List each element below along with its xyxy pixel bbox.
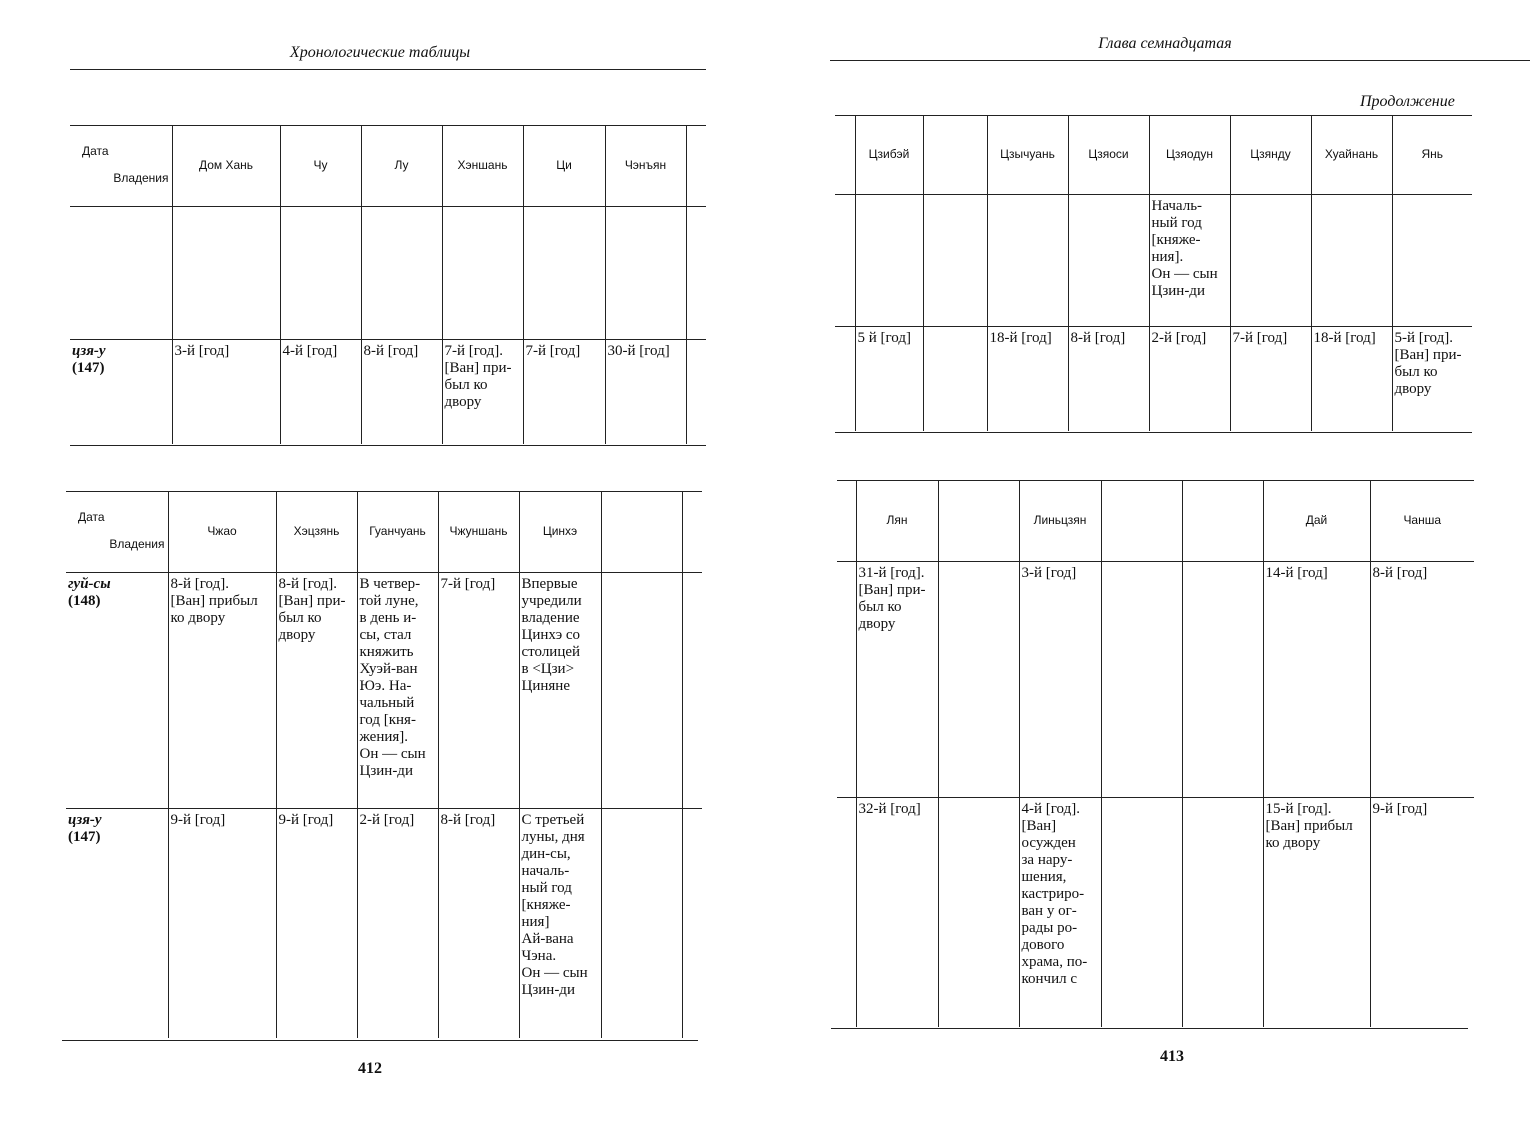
corner-cell <box>66 492 168 572</box>
column-header: Цзяоси <box>1068 116 1149 194</box>
column-header <box>601 492 682 572</box>
table-cell <box>938 561 1019 797</box>
table-cell: Впервые учредили владение Цинхэ со столицей в <Цзи> Циняне <box>519 572 601 808</box>
table-cell <box>855 194 923 326</box>
table-cell <box>923 194 987 326</box>
date-cell: гуй-сы (148) <box>68 575 111 609</box>
column-header: Цинхэ <box>519 492 601 572</box>
table-cell: 9-й [год] <box>1370 797 1474 1027</box>
table-cell: 18-й [год] <box>1311 326 1392 431</box>
left-table-2 <box>66 492 702 1038</box>
column-header: Цзяодун <box>1149 116 1230 194</box>
column-header: Цзянду <box>1230 116 1311 194</box>
table-cell <box>601 808 682 1038</box>
column-header: Хуайнань <box>1311 116 1392 194</box>
table-cell: 2-й [год] <box>357 808 438 1038</box>
right-page <box>765 0 1530 1148</box>
table-cell: 9-й [год] <box>168 808 276 1038</box>
column-header: Гуанчуань <box>357 492 438 572</box>
table-cell <box>172 206 280 339</box>
table-cell <box>361 206 442 339</box>
table-cell <box>938 797 1019 1027</box>
right-table-1 <box>835 116 1472 431</box>
empty-column <box>682 492 702 572</box>
running-header: Глава семнадцатая <box>1098 35 1232 52</box>
column-header: Линьцзян <box>1019 481 1101 561</box>
date-cell: цзя-у (147) <box>66 808 168 1038</box>
table-cell: 30-й [год] <box>605 339 686 444</box>
table-cell <box>442 206 523 339</box>
table-cell: 8-й [год]. [Ван] при- был ко двору <box>276 572 357 808</box>
corner-owner-label: Владения <box>109 536 165 551</box>
column-header: Хэцзянь <box>276 492 357 572</box>
table-cell: 5 й [год] <box>855 326 923 431</box>
table-cell <box>280 206 361 339</box>
table-cell: 14-й [год] <box>1263 561 1370 797</box>
continuation-label: Продолжение <box>1360 93 1455 110</box>
table-cell: Началь- ный год [княже- ния]. Он — сын Цзин-ди <box>1149 194 1230 326</box>
column-header: Дай <box>1263 481 1370 561</box>
table-cell: 3-й [год] <box>172 339 280 444</box>
table-bottom-rule <box>835 432 1472 433</box>
date-cell <box>70 206 172 339</box>
table-bottom-rule <box>70 445 706 446</box>
table-cell: 15-й [год]. [Ван] прибыл ко двору <box>1263 797 1370 1027</box>
table-cell <box>1311 194 1392 326</box>
table-cell <box>1101 797 1182 1027</box>
column-header: Лу <box>361 126 442 206</box>
column-header: Хэншань <box>442 126 523 206</box>
table-cell: 8-й [год] <box>1370 561 1474 797</box>
column-header <box>923 116 987 194</box>
table-cell: 4-й [год] <box>280 339 361 444</box>
column-header: Цзибэй <box>855 116 923 194</box>
corner-date-label: Дата <box>82 143 109 158</box>
table-cell: 5-й [год]. [Ван] при- был ко двору <box>1392 326 1472 431</box>
column-header: Лян <box>856 481 938 561</box>
table-cell: С третьей луны, дня дин-сы, началь- ный год [княже- ния] Ай-вана Чэна. Он — сын Цзин-ди <box>519 808 601 1038</box>
table-cell: 18-й [год] <box>987 326 1068 431</box>
table-cell <box>1101 561 1182 797</box>
table-cell: В четвер- той луне, в день и- сы, стал княжить Хуэй-ван Юэ. На- чальный год [кня- жения]. Он — сын Цзин-ди <box>357 572 438 808</box>
table-cell <box>987 194 1068 326</box>
column-header: Чэнъян <box>605 126 686 206</box>
table-cell: 2-й [год] <box>1149 326 1230 431</box>
table-cell: 7-й [год]. [Ван] при- был ко двору <box>442 339 523 444</box>
header-rule <box>830 60 1530 61</box>
table-cell: 7-й [год] <box>523 339 605 444</box>
table-bottom-rule <box>62 1040 698 1041</box>
right-table-2 <box>837 481 1474 1027</box>
corner-owner-label: Владения <box>113 170 169 185</box>
date-cell: цзя-у (147) <box>70 339 172 444</box>
page-number: 413 <box>1160 1048 1184 1065</box>
column-header <box>938 481 1019 561</box>
corner-cell <box>70 126 172 206</box>
table-cell <box>1182 561 1263 797</box>
column-header: Цзычуань <box>987 116 1068 194</box>
column-header: Чу <box>280 126 361 206</box>
table-cell: 7-й [год] <box>438 572 519 808</box>
table-cell: 9-й [год] <box>276 808 357 1038</box>
column-header: Чжуншань <box>438 492 519 572</box>
left-table-1 <box>70 126 706 444</box>
corner-date-label: Дата <box>78 509 105 524</box>
table-cell <box>1230 194 1311 326</box>
table-cell: 31-й [год]. [Ван] при- был ко двору <box>856 561 938 797</box>
table-cell <box>601 572 682 808</box>
column-header <box>1101 481 1182 561</box>
table-cell <box>923 326 987 431</box>
table-cell <box>523 206 605 339</box>
table-cell: 8-й [год] <box>361 339 442 444</box>
table-cell: 3-й [год] <box>1019 561 1101 797</box>
header-rule <box>70 69 706 70</box>
empty-column <box>686 126 706 206</box>
table-cell: 32-й [год] <box>856 797 938 1027</box>
column-header: Чанша <box>1370 481 1474 561</box>
table-cell <box>1182 797 1263 1027</box>
column-header: Дом Хань <box>172 126 280 206</box>
column-header: Чжао <box>168 492 276 572</box>
page-number: 412 <box>358 1060 382 1077</box>
table-cell: 8-й [год] <box>438 808 519 1038</box>
table-cell: 8-й [год]. [Ван] прибыл ко двору <box>168 572 276 808</box>
table-cell: 8-й [год] <box>1068 326 1149 431</box>
table-cell: 7-й [год] <box>1230 326 1311 431</box>
table-cell <box>1392 194 1472 326</box>
table-cell: 4-й [год]. [Ван] осужден за нару- шения, кастриро- ван у ог- рады ро- дового храма, по- кончил с <box>1019 797 1101 1027</box>
table-cell <box>1068 194 1149 326</box>
table-cell <box>605 206 686 339</box>
table-bottom-rule <box>831 1028 1468 1029</box>
running-header: Хронологические таблицы <box>289 44 471 61</box>
column-header: Янь <box>1392 116 1472 194</box>
column-header <box>1182 481 1263 561</box>
column-header: Ци <box>523 126 605 206</box>
